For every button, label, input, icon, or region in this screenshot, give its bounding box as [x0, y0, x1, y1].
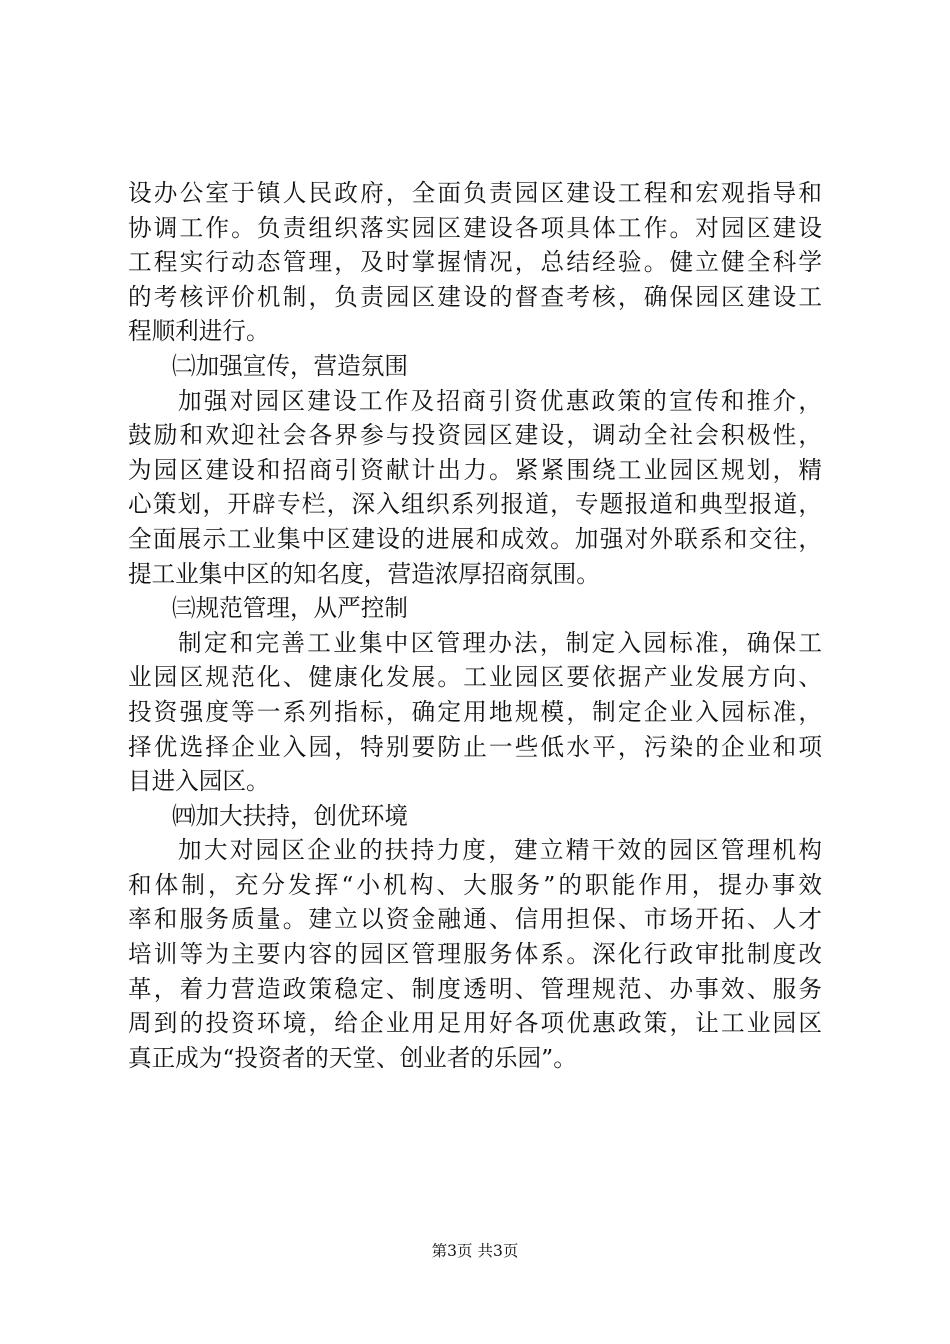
- text-line: 业园区规范化、健康化发展。工业园区要依据产业发展方向、: [128, 663, 822, 692]
- text-line: 设办公室于镇人民政府，全面负责园区建设工程和宏观指导和: [128, 179, 822, 207]
- text-line: 周到的投资环境，给企业用足用好各项优惠政策，让工业园区: [128, 1009, 822, 1038]
- text-line: 和体制，充分发挥“小机构、大服务”的职能作用，提办事效: [128, 870, 822, 899]
- text-line: 真正成为“投资者的天堂、创业者的乐园”。: [128, 1043, 577, 1072]
- section-heading: ㈡加强宣传，营造氛围: [172, 351, 408, 380]
- page-number-footer: 第3页 共3页: [431, 1242, 519, 1260]
- text-line: 的考核评价机制，负责园区建设的督查考核，确保园区建设工: [128, 282, 822, 311]
- text-line: 提工业集中区的知名度，营造浓厚招商氛围。: [128, 559, 600, 588]
- text-line: 培训等为主要内容的园区管理服务体系。深化行政审批制度改: [128, 940, 822, 969]
- text-line: 加大对园区企业的扶持力度，建立精干效的园区管理机构: [178, 836, 822, 865]
- text-line: 鼓励和欢迎社会各界参与投资园区建设，调动全社会积极性，: [128, 421, 822, 450]
- section-heading: ㈣加大扶持，创优环境: [172, 801, 408, 830]
- text-line: 择优选择企业入园，特别要防止一些低水平，污染的企业和项: [128, 732, 822, 761]
- text-line: 程顺利进行。: [128, 317, 270, 346]
- body-text: [128, 176, 822, 1075]
- text-line: 协调工作。负责组织落实园区建设各项具体工作。对园区建设: [128, 213, 822, 242]
- text-line: 工程实行动态管理，及时掌握情况，总结经验。健立健全科学: [128, 248, 822, 277]
- text-line: 投资强度等一系列指标，确定用地规模，制定企业入园标准，: [128, 697, 822, 726]
- text-line: 全面展示工业集中区建设的进展和成效。加强对外联系和交往，: [128, 524, 822, 553]
- text-line: 为园区建设和招商引资献计出力。紧紧围绕工业园区规划，精: [128, 455, 822, 484]
- text-line: 率和服务质量。建立以资金融通、信用担保、市场开拓、人才: [128, 905, 822, 934]
- text-line: 制定和完善工业集中区管理办法，制定入园标准，确保工: [178, 628, 822, 657]
- text-line: 加强对园区建设工作及招商引资优惠政策的宣传和推介，: [178, 386, 822, 415]
- text-line: 革，着力营造政策稳定、制度透明、管理规范、办事效、服务: [128, 974, 822, 1003]
- section-heading: ㈢规范管理，从严控制: [172, 594, 408, 623]
- text-line: 心策划，开辟专栏，深入组织系列报道，专题报道和典型报道，: [128, 490, 822, 519]
- text-line: 目进入园区。: [128, 767, 270, 796]
